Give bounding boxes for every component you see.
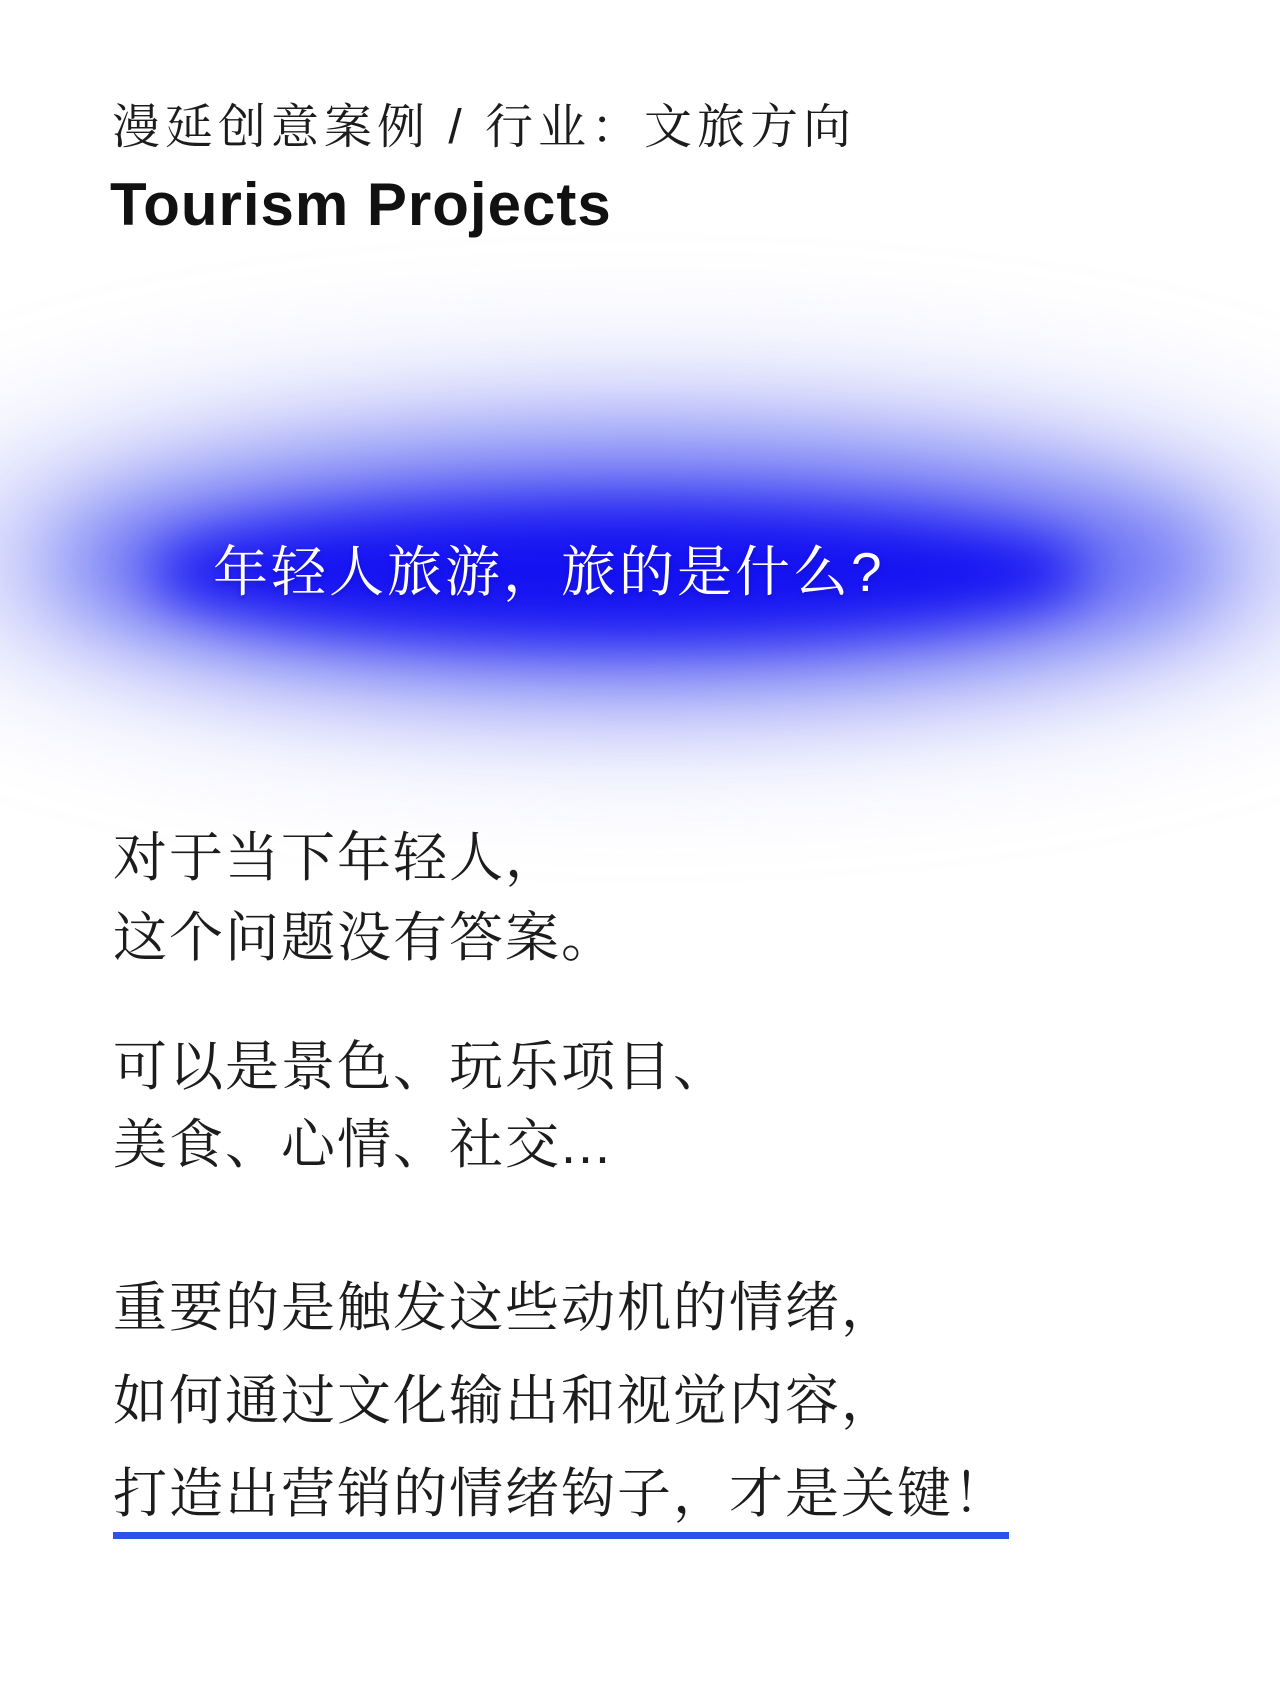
page-title: Tourism Projects xyxy=(110,171,612,238)
paragraph-1-line-1: 对于当下年轻人， xyxy=(113,828,561,888)
banner-question: 年轻人旅游，旅的是什么? xyxy=(213,541,885,603)
paragraph-2-line-2: 美食、心情、社交... xyxy=(113,1115,613,1175)
paragraph-3-line-2: 如何通过文化输出和视觉内容， xyxy=(113,1371,897,1431)
paragraph-2 xyxy=(113,1028,729,1184)
header-category-line: 漫延创意案例 / 行业：文旅方向 xyxy=(112,101,857,154)
paragraph-3-line-3 xyxy=(113,1448,1009,1541)
paragraph-2-line-1: 可以是景色、玩乐项目、 xyxy=(113,1037,729,1097)
paragraph-3 xyxy=(113,1262,1009,1541)
paragraph-3-line-1: 重要的是触发这些动机的情绪， xyxy=(113,1278,897,1338)
paragraph-1 xyxy=(113,818,617,978)
paragraph-1-line-2: 这个问题没有答案。 xyxy=(113,908,617,968)
key-message-underlined: 打造出营销的情绪钩子，才是关键！ xyxy=(113,1451,1009,1539)
